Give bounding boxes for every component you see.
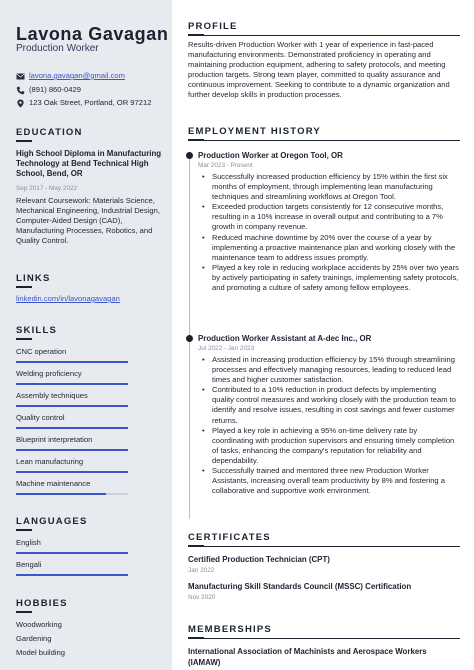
- hobby-item: Model building: [16, 648, 65, 657]
- skill-bar-fill: [16, 361, 128, 363]
- languages-heading: LANGUAGES: [16, 516, 88, 527]
- certificate-date: Jan 2022: [188, 567, 215, 574]
- profile-divider: [188, 35, 460, 36]
- job-bullets: [198, 355, 460, 496]
- certificate-date: Nov 2020: [188, 594, 216, 601]
- skill-label: Lean manufacturing: [16, 457, 84, 466]
- education-dates: Sep 2017 - May 2022: [16, 185, 78, 192]
- job-dates: Jul 2022 - Jan 2023: [198, 345, 255, 352]
- language-bar-fill: [16, 552, 128, 554]
- job-bullet: • Contributed to a 10% reduction in product defects by implementing quality control measures and working closely with the production team to identify and resolve issues, resulting in cost savings and fewer customer returns.: [198, 385, 460, 425]
- contact-phone: [16, 85, 166, 95]
- email-icon: [16, 72, 25, 81]
- contact-email: [16, 71, 166, 81]
- skill-bar: [16, 471, 128, 473]
- skill-bar-fill: [16, 427, 128, 429]
- skill-bar: [16, 405, 128, 407]
- skill-label: CNC operation: [16, 347, 67, 356]
- language-item: [16, 538, 128, 554]
- job-bullets: [198, 172, 460, 293]
- education-degree: High School Diploma in Manufacturing Technology at Bend Technical High School, Bend, OR: [16, 149, 162, 178]
- skill-bar-fill: [16, 493, 106, 495]
- job-bullet: • Reduced machine downtime by 20% over the course of a year by implementing a proactive maintenance plan and working closely with the maintenance team to address issues promptly.: [198, 233, 460, 263]
- phone-icon: [16, 86, 25, 95]
- contact-address: [16, 98, 166, 108]
- candidate-name: Lavona Gavagan: [16, 24, 169, 44]
- hobby-item: Gardening: [16, 634, 52, 643]
- skill-bar-fill: [16, 471, 128, 473]
- skill-label: Machine maintenance: [16, 479, 91, 488]
- timeline-dot: [186, 152, 193, 159]
- skill-item: [16, 479, 128, 495]
- skill-item: [16, 347, 128, 363]
- hobby-item: Woodworking: [16, 620, 62, 629]
- skill-label: Blueprint interpretation: [16, 435, 93, 444]
- job-bullet: • Successfully increased production efficiency by 15% within the first six months of employment, through implementing lean manufacturing techniques and streamlining workflows at Oregon Tool.: [198, 172, 460, 202]
- skill-bar-fill: [16, 449, 128, 451]
- job-title: Production Worker Assistant at A-dec Inc., OR: [198, 334, 372, 343]
- skill-bar-fill: [16, 405, 128, 407]
- job-bullet: • Played a key role in reducing workplace accidents by 25% over two years by actively participating in safety trainings, implementing safety protocols, and promoting a culture of safety among fellow employees.: [198, 263, 460, 293]
- hobbies-heading: HOBBIES: [16, 598, 68, 609]
- memberships-heading: MEMBERSHIPS: [188, 624, 272, 635]
- skill-bar: [16, 449, 128, 451]
- address-text: 123 Oak Street, Portland, OR 97212: [29, 98, 152, 107]
- languages-divider: [16, 529, 32, 531]
- skill-label: Quality control: [16, 413, 65, 422]
- membership-title: International Association of Machinists and Aerospace Workers (IAMAW): [188, 647, 427, 667]
- skill-bar: [16, 361, 128, 363]
- education-coursework: Relevant Coursework: Materials Science, Mechanical Engineering, Industrial Design, Computer-Aided Design (CAD), Manufacturing Processes, Robotics, and Quality Control.: [16, 196, 160, 245]
- job-bullet: • Exceeded production targets consistently for 12 consecutive months, resulting in a 10% increase in overall output and contributing to a 7% growth in company revenue.: [198, 202, 460, 232]
- education-divider: [16, 140, 32, 142]
- job-dates: Mar 2023 - Present: [198, 162, 253, 169]
- skill-bar-fill: [16, 383, 128, 385]
- certificates-divider: [188, 546, 460, 547]
- skill-item: [16, 435, 128, 451]
- skill-item: [16, 413, 128, 429]
- language-label: Bengali: [16, 560, 42, 569]
- linkedin-link[interactable]: linkedin.com/in/lavonagavagan: [16, 294, 120, 303]
- language-bar-fill: [16, 574, 128, 576]
- job-bullet: • Successfully trained and mentored three new Production Worker Assistants, increasing overall team productivity by 8% and fostering a collaborative and supportive work environment.: [198, 466, 460, 496]
- job-bullet: • Assisted in increasing production efficiency by 15% through streamlining processes and effectively managing resources, leading to reduced lead times and higher customer satisfaction.: [198, 355, 460, 385]
- email-link[interactable]: lavona.gavagan@gmail.com: [29, 71, 125, 80]
- job-bullet: • Played a key role in achieving a 95% on-time delivery rate by coordinating with production supervisors and ensuring timely completion of tasks, enhancing the company's reputation for reliability and dependability.: [198, 426, 460, 466]
- education-heading: EDUCATION: [16, 127, 83, 138]
- links-heading: LINKS: [16, 273, 51, 284]
- memberships-divider: [188, 638, 460, 639]
- skill-item: [16, 369, 128, 385]
- language-bar: [16, 552, 128, 554]
- skill-bar: [16, 383, 128, 385]
- main-content: [172, 0, 474, 670]
- timeline-dot: [186, 335, 193, 342]
- certificate-title: Manufacturing Skill Standards Council (MSSC) Certification: [188, 582, 412, 591]
- skill-item: [16, 457, 128, 473]
- links-divider: [16, 286, 32, 288]
- sidebar: [0, 0, 172, 670]
- certificate-title: Certified Production Technician (CPT): [188, 555, 330, 564]
- location-icon: [16, 99, 25, 108]
- job-title: Production Worker at Oregon Tool, OR: [198, 151, 343, 160]
- language-bar: [16, 574, 128, 576]
- phone-text: (891) 860-0429: [29, 85, 81, 94]
- language-item: [16, 560, 128, 576]
- profile-summary: Results-driven Production Worker with 1 year of experience in fast-paced manufacturing environments. Demonstrated proficiency in operating and maintaining production equipment, adhering to safety protocols, and meeting production targets. Strong team player, committed to quality assurance and continuous improvement. Seeking to contribute to a dynamic organization and further develop skills in production processes.: [188, 40, 450, 100]
- employment-heading: EMPLOYMENT HISTORY: [188, 126, 321, 137]
- skills-heading: SKILLS: [16, 325, 57, 336]
- certificates-heading: CERTIFICATES: [188, 532, 271, 543]
- skill-bar: [16, 493, 128, 495]
- skill-bar: [16, 427, 128, 429]
- skill-item: [16, 391, 128, 407]
- hobbies-divider: [16, 611, 32, 613]
- employment-divider: [188, 140, 460, 141]
- skill-label: Assembly techniques: [16, 391, 88, 400]
- candidate-role: Production Worker: [16, 43, 99, 54]
- language-label: English: [16, 538, 41, 547]
- skills-divider: [16, 338, 32, 340]
- profile-heading: PROFILE: [188, 21, 238, 32]
- skill-label: Welding proficiency: [16, 369, 82, 378]
